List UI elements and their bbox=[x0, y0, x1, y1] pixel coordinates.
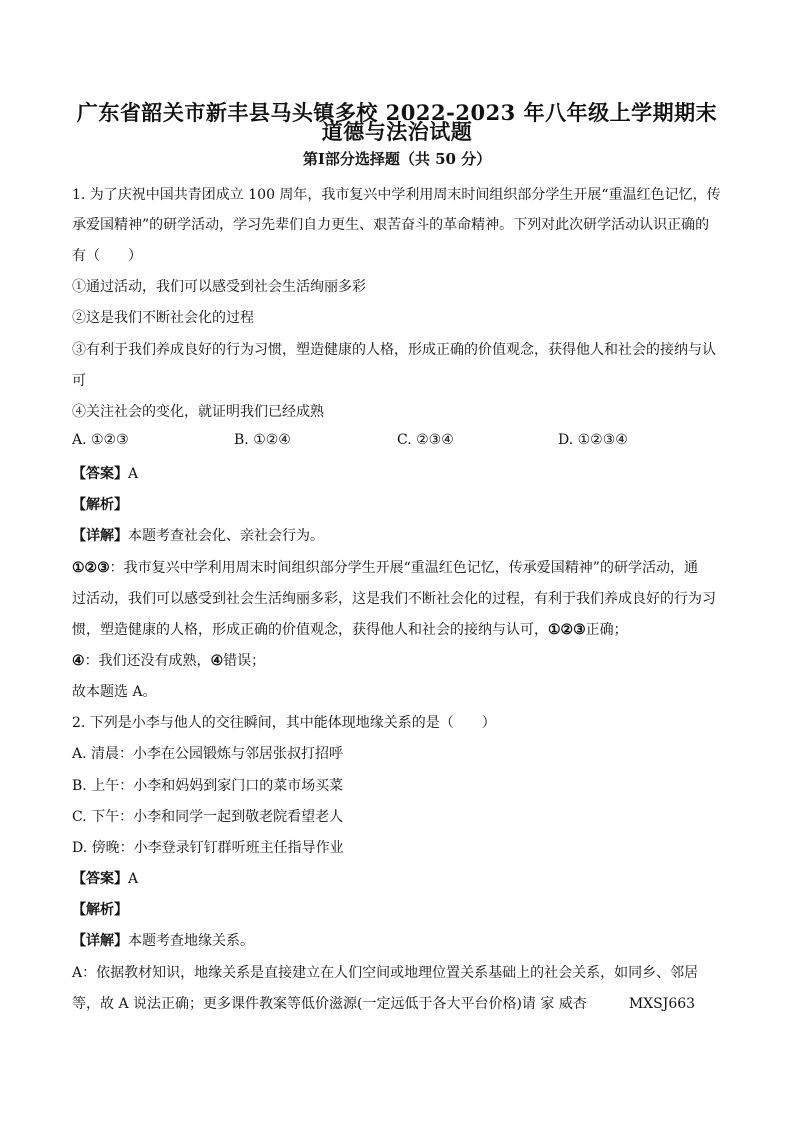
q2-option-d: D. 傍晚：小李登录钉钉群听班主任指导作业 bbox=[72, 840, 344, 856]
q1-statement-4: ④关注社会的变化，就证明我们已经成熟 bbox=[72, 404, 324, 420]
analysis-tag: 【解析】 bbox=[72, 902, 128, 918]
detail-tag: 【详解】 bbox=[72, 933, 128, 949]
section-heading: 第Ⅰ部分选择题（共 50 分） bbox=[302, 150, 492, 168]
title-line-1: 广东省韶关市新丰县马头镇多校 2022-2023 年八年级上学期期末 bbox=[76, 100, 718, 125]
answer-tag: 【答案】 bbox=[72, 466, 128, 482]
q2-stem: 2. 下列是小李与他人的交往瞬间，其中能体现地缘关系的是（ ） bbox=[72, 715, 496, 731]
q2-option-c: C. 下午：小李和同学一起到敬老院看望老人 bbox=[72, 809, 344, 825]
answer-value: A bbox=[128, 466, 139, 482]
explanation-marker: ①②③ bbox=[72, 560, 110, 576]
q1-statement-2: ②这是我们不断社会化的过程 bbox=[72, 310, 254, 326]
q1-detail bbox=[72, 525, 324, 545]
explanation-text: ：我们还没有成熟， bbox=[84, 653, 211, 669]
explanation-marker: ④ bbox=[210, 653, 224, 669]
detail-text: 本题考查地缘关系。 bbox=[128, 933, 254, 949]
q1-option-d: D. ①②③④ bbox=[558, 432, 628, 448]
q2-option-a: A. 清晨：小李在公园锻炼与邻居张叔打招呼 bbox=[72, 746, 344, 762]
explanation-marker: ④ bbox=[72, 653, 85, 669]
q1-statement-3-line-1: ③有利于我们养成良好的行为习惯，塑造健康的人格，形成正确的价值观念，获得他人和社会的接纳与认 bbox=[72, 342, 716, 358]
answer-value: A bbox=[128, 871, 139, 887]
analysis-tag: 【解析】 bbox=[72, 497, 128, 513]
explanation-marker: ①②③ bbox=[548, 622, 586, 638]
q1-option-c: C. ②③④ bbox=[397, 432, 454, 448]
q1-stem-line-2: 承爱国精神”的研学活动，学习先辈们自力更生、艰苦奋斗的革命精神。下列对此次研学活动认识正确的 bbox=[72, 217, 710, 233]
detail-tag: 【详解】 bbox=[72, 528, 128, 544]
q1-statement-3-line-2: 可 bbox=[72, 373, 86, 389]
q2-explanation-line-2 bbox=[72, 993, 695, 1013]
q1-option-b: B. ①②④ bbox=[234, 432, 291, 448]
q2-answer bbox=[72, 868, 138, 888]
title-line-2: 道德与法治试题 bbox=[321, 119, 473, 144]
q1-explanation-line-4 bbox=[72, 650, 265, 670]
q2-detail bbox=[72, 930, 254, 950]
explanation-text: 错误； bbox=[223, 653, 266, 669]
q1-explanation-line-1 bbox=[72, 557, 698, 577]
explanation-text: 正确； bbox=[585, 622, 628, 638]
q1-stem-line-1: 1. 为了庆祝中国共青团成立 100 周年，我市复兴中学利用周末时间组织部分学生开展“重温红色记忆，传 bbox=[72, 187, 721, 203]
detail-text: 本题考查社会化、亲社会行为。 bbox=[128, 528, 324, 544]
watermark-code: MXSJ663 bbox=[628, 996, 696, 1012]
q1-option-a: A. ①②③ bbox=[72, 432, 129, 448]
q1-stem-line-3: 有（ ） bbox=[72, 248, 142, 264]
explanation-text: 惯，塑造健康的人格，形成正确的价值观念，获得他人和社会的接纳与认可， bbox=[72, 622, 548, 638]
answer-tag: 【答案】 bbox=[72, 871, 128, 887]
q2-explanation-line-1: A：依据教材知识，地缘关系是直接建立在人们空间或地理位置关系基础上的社会关系，如同乡、邻居 bbox=[72, 965, 699, 981]
q1-explanation-line-2: 过活动，我们可以感受到社会生活绚丽多彩，这是我们不断社会化的过程，有利于我们养成良好的行为习 bbox=[72, 591, 716, 607]
q2-option-b: B. 上午：小李和妈妈到家门口的菜市场买菜 bbox=[72, 778, 344, 794]
explanation-text: ：我市复兴中学利用周末时间组织部分学生开展“重温红色记忆，传承爱国精神”的研学活动，通 bbox=[109, 560, 698, 576]
explanation-text: 等，故 A 说法正确；更多课件教案等低价滋源(一定远低于各大平台价格)请 家 威杏 bbox=[72, 996, 587, 1012]
q1-answer bbox=[72, 463, 138, 483]
q1-analysis bbox=[72, 494, 128, 514]
q2-analysis bbox=[72, 899, 128, 919]
q1-explanation-line-3 bbox=[72, 619, 628, 639]
q1-conclusion: 故本题选 A。 bbox=[72, 684, 157, 700]
q1-statement-1: ①通过活动，我们可以感受到社会生活绚丽多彩 bbox=[72, 279, 366, 295]
